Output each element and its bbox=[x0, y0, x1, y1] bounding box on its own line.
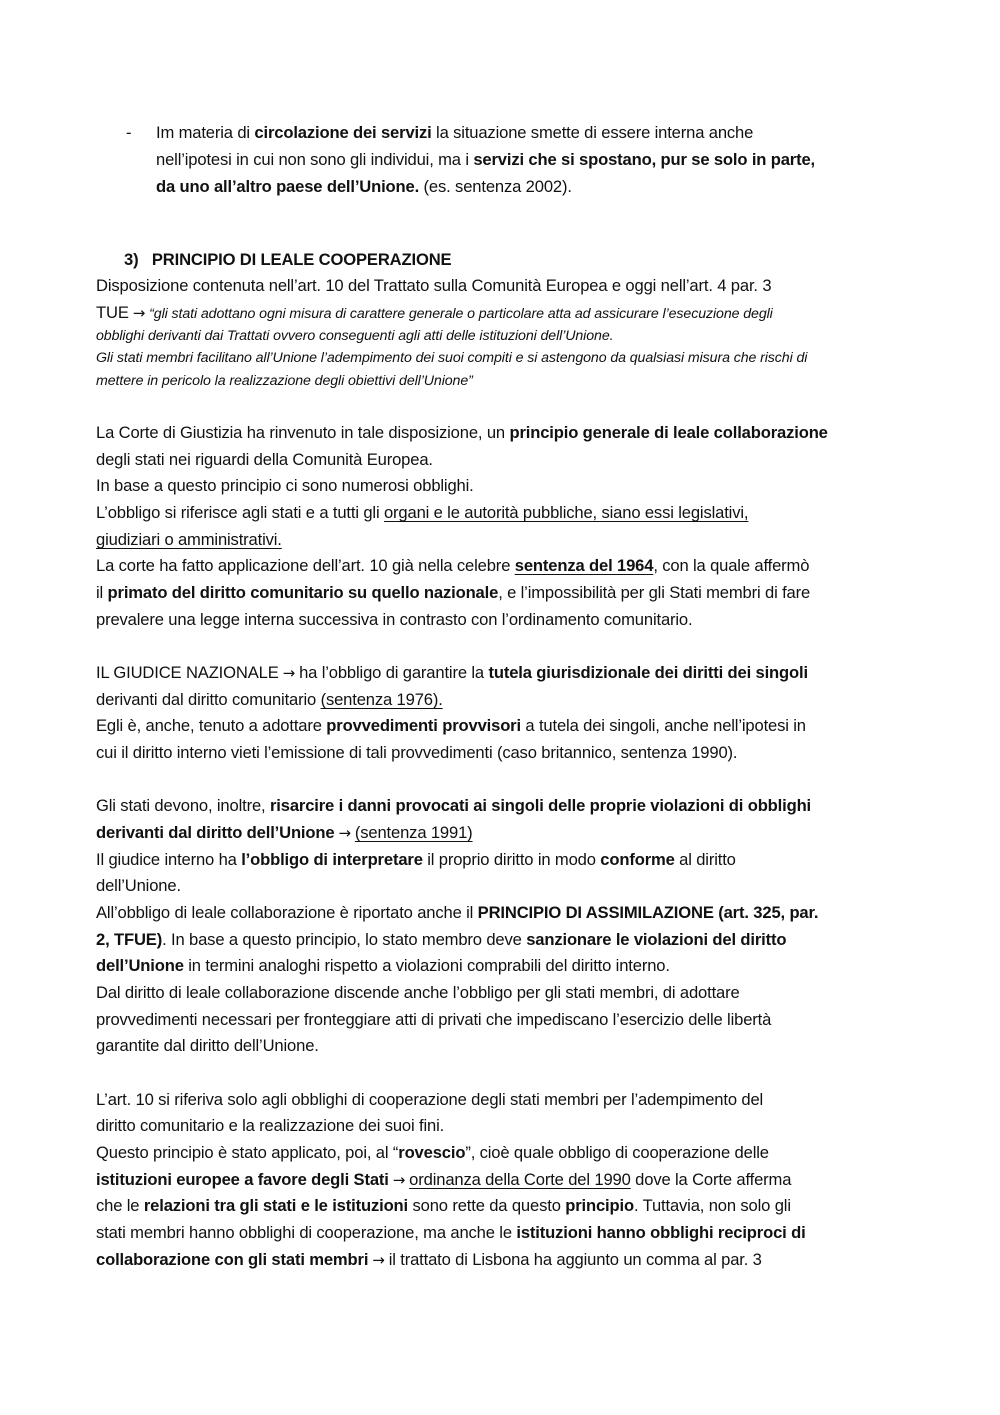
p2-line-3: Egli è, anche, tenuto a adottare provvedimenti provvisori a tutela dei singoli, anche nell’ipotesi in bbox=[96, 716, 806, 735]
p2-line-4: cui il diritto interno vieti l’emissione di tali provvedimenti (caso britannico, sentenza 1990). bbox=[96, 743, 738, 762]
bullet-line-3: da uno all’altro paese dell’Unione. (es. sentenza 2002). bbox=[156, 177, 572, 196]
p4-line-2: diritto comunitario e la realizzazione dei suoi fini. bbox=[96, 1116, 445, 1135]
p4-line-1: L’art. 10 si riferiva solo agli obblighi di cooperazione degli stati membri per l’adempimento del bbox=[96, 1090, 764, 1109]
p1-line-6: La corte ha fatto applicazione dell’art. 10 già nella celebre sentenza del 1964, con la quale affermò bbox=[96, 556, 810, 575]
p1-line-1: La Corte di Giustizia ha rinvenuto in tale disposizione, un principio generale di leale collaborazione bbox=[96, 423, 828, 442]
p3-line-8: Dal diritto di leale collaborazione discende anche l’obbligo per gli stati membri, di adottare bbox=[96, 983, 740, 1002]
quote-line-4: mettere in pericolo la realizzazione degli obiettivi dell’Unione” bbox=[96, 373, 473, 389]
bullet-dash: - bbox=[126, 123, 132, 142]
p3-line-5: All’obbligo di leale collaborazione è riportato anche il PRINCIPIO DI ASSIMILAZIONE (art. 325, par. bbox=[96, 903, 819, 922]
p2-line-1: IL GIUDICE NAZIONALE → ha l’obbligo di garantire la tutela giurisdizionale dei diritti dei singoli bbox=[96, 663, 808, 682]
quote-line-2: obblighi derivanti dai Trattati ovvero conseguenti agli atti delle istituzioni dell’Unione. bbox=[96, 328, 614, 344]
intro-line-1: Disposizione contenuta nell’art. 10 del Trattato sulla Comunità Europea e oggi nell’art. 4 par. 3 bbox=[96, 276, 772, 295]
p3-line-7: dell’Unione in termini analoghi rispetto a violazioni comprabili del diritto interno. bbox=[96, 956, 670, 975]
arrow-icon: → bbox=[282, 664, 296, 682]
p1-line-4: L’obbligo si riferisce agli stati e a tutti gli organi e le autorità pubbliche, siano essi legislativi, bbox=[96, 503, 749, 522]
p1-line-3: In base a questo principio ci sono numerosi obblighi. bbox=[96, 476, 474, 495]
bullet-line-1: Im materia di circolazione dei servizi la situazione smette di essere interna anche bbox=[156, 123, 754, 142]
p3-line-9: provvedimenti necessari per fronteggiare atti di privati che impediscano l’esercizio delle libertà bbox=[96, 1010, 772, 1029]
arrow-icon: → bbox=[392, 1171, 406, 1189]
p4-line-4: istituzioni europee a favore degli Stati → ordinanza della Corte del 1990 dove la Corte afferma bbox=[96, 1170, 792, 1189]
p3-line-6: 2, TFUE). In base a questo principio, lo stato membro deve sanzionare le violazioni del diritto bbox=[96, 930, 787, 949]
bullet-line-2: nell’ipotesi in cui non sono gli individui, ma i servizi che si spostano, pur se solo in parte, bbox=[156, 150, 816, 169]
p4-line-3: Questo principio è stato applicato, poi, al “rovescio”, cioè quale obbligo di cooperazione delle bbox=[96, 1143, 769, 1162]
p3-line-10: garantite dal diritto dell’Unione. bbox=[96, 1036, 319, 1055]
p1-line-5: giudiziari o amministrativi. bbox=[96, 530, 282, 549]
arrow-icon: → bbox=[132, 304, 146, 322]
p3-line-3: Il giudice interno ha l’obbligo di interpretare il proprio diritto in modo conforme al diritto bbox=[96, 850, 736, 869]
arrow-icon: → bbox=[372, 1251, 385, 1269]
p1-line-7: il primato del diritto comunitario su quello nazionale, e l’impossibilità per gli Stati membri di fare bbox=[96, 583, 811, 602]
arrow-icon: → bbox=[338, 824, 351, 842]
p2-line-2: derivanti dal diritto comunitario (sentenza 1976). bbox=[96, 690, 443, 709]
p1-line-2: degli stati nei riguardi della Comunità Europea. bbox=[96, 450, 433, 469]
p3-line-2: derivanti dal diritto dell’Unione → (sentenza 1991) bbox=[96, 823, 473, 842]
p3-line-4: dell’Unione. bbox=[96, 876, 181, 895]
intro-line-2: TUE → “gli stati adottano ogni misura di carattere generale o particolare atta ad assicurare l’esecuzione degli bbox=[96, 303, 773, 322]
section-heading: 3) PRINCIPIO DI LEALE COOPERAZIONE bbox=[124, 250, 452, 269]
p3-line-1: Gli stati devono, inoltre, risarcire i danni provocati ai singoli delle proprie violazioni di obblighi bbox=[96, 796, 812, 815]
p1-line-8: prevalere una legge interna successiva in contrasto con l’ordinamento comunitario. bbox=[96, 610, 693, 629]
p4-line-5: che le relazioni tra gli stati e le istituzioni sono rette da questo principio. Tuttavia, non solo gli bbox=[96, 1196, 791, 1215]
p4-line-6: stati membri hanno obblighi di cooperazione, ma anche le istituzioni hanno obblighi reciproci di bbox=[96, 1223, 806, 1242]
quote-line-3: Gli stati membri facilitano all’Unione l’adempimento dei suoi compiti e si astengono da qualsiasi misura che rischi di bbox=[96, 350, 808, 366]
p4-line-7: collaborazione con gli stati membri → il trattato di Lisbona ha aggiunto un comma al par. 3 bbox=[96, 1250, 762, 1269]
